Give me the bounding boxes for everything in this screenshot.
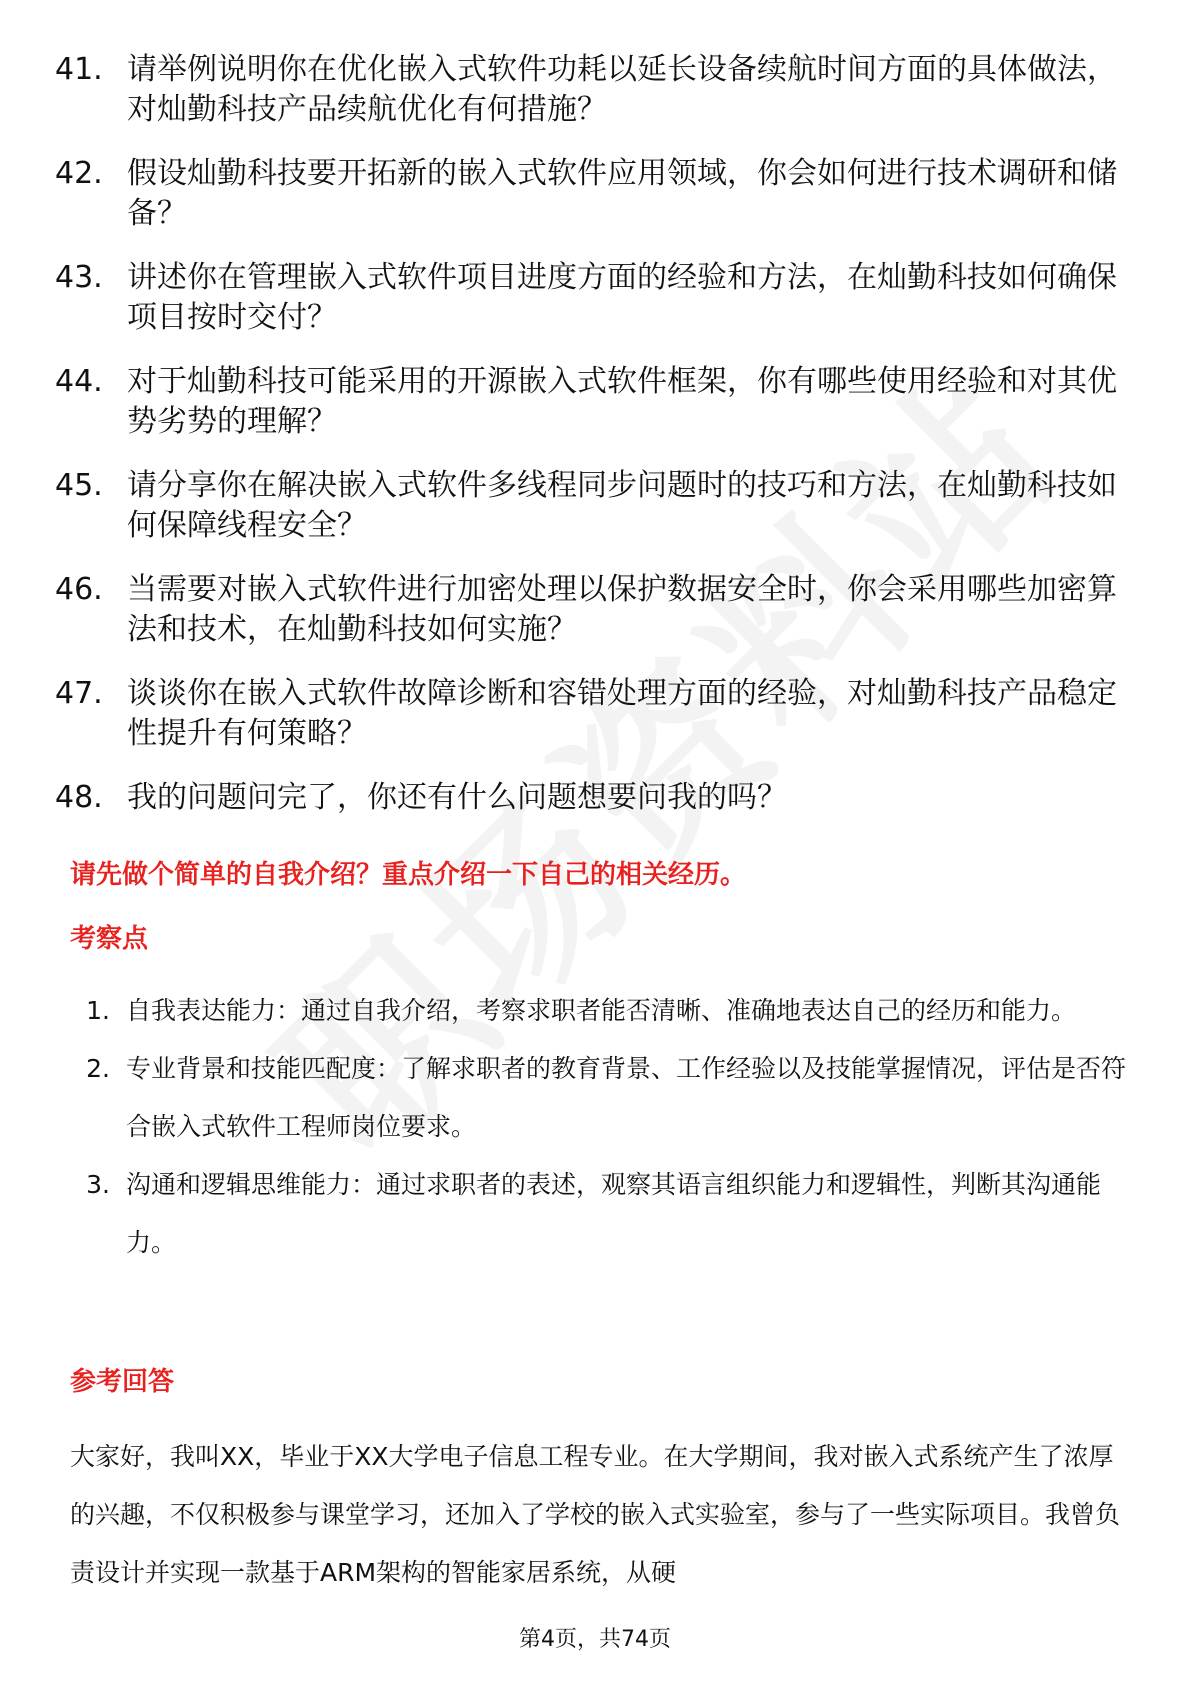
page-footer: 第4页，共74页 (519, 1627, 671, 1652)
question-number: 45. (55, 468, 103, 503)
question-number: 42. (55, 156, 103, 191)
question-number: 46. (55, 572, 103, 607)
question-item (55, 50, 1135, 130)
question-item (55, 570, 1135, 650)
point-number: 1. (86, 996, 110, 1025)
question-text: 请举例说明你在优化嵌入式软件功耗以延长设备续航时间方面的具体做法，对灿勤科技产品续航优化有何措施？ (127, 52, 1117, 127)
point-number: 3. (86, 1170, 110, 1199)
question-text: 对于灿勤科技可能采用的开源嵌入式软件框架，你有哪些使用经验和对其优势劣势的理解？ (127, 364, 1117, 439)
point-text: 沟通和逻辑思维能力：通过求职者的表述，观察其语言组织能力和逻辑性，判断其沟通能力。 (126, 1170, 1102, 1257)
question-text: 假设灿勤科技要开拓新的嵌入式软件应用领域，你会如何进行技术调研和储备？ (127, 156, 1117, 231)
question-number: 41. (55, 52, 103, 87)
question-item (55, 466, 1135, 546)
assessment-points (70, 982, 1130, 1272)
question-number: 44. (55, 364, 103, 399)
question-item (55, 362, 1135, 442)
answer-heading: 参考回答 (70, 1367, 175, 1397)
question-item (55, 778, 1135, 818)
question-number: 48. (55, 780, 103, 815)
question-text: 我的问题问完了，你还有什么问题想要问我的吗？ (127, 780, 787, 815)
point-number: 2. (86, 1054, 110, 1083)
question-number: 43. (55, 260, 103, 295)
point-item (70, 1156, 1130, 1272)
question-list (55, 50, 1135, 842)
question-item (55, 258, 1135, 338)
question-item (55, 154, 1135, 234)
point-item (70, 982, 1130, 1040)
answer-paragraph: 大家好，我叫XX，毕业于XX大学电子信息工程专业。在大学期间，我对嵌入式系统产生了浓厚的兴趣，不仅积极参与课堂学习，还加入了学校的嵌入式实验室，参与了一些实际项目。我曾负责设计并实现一款基于ARM架构的智能家居系统，从硬 (70, 1442, 1121, 1587)
question-number: 47. (55, 676, 103, 711)
point-text: 自我表达能力：通过自我介绍，考察求职者能否清晰、准确地表达自己的经历和能力。 (126, 996, 1077, 1025)
question-text: 谈谈你在嵌入式软件故障诊断和容错处理方面的经验，对灿勤科技产品稳定性提升有何策略？ (127, 676, 1117, 751)
question-text: 请分享你在解决嵌入式软件多线程同步问题时的技巧和方法，在灿勤科技如何保障线程安全？ (127, 468, 1117, 543)
highlight-question: 请先做个简单的自我介绍？重点介绍一下自己的相关经历。 (70, 860, 747, 890)
question-text: 当需要对嵌入式软件进行加密处理以保护数据安全时，你会采用哪些加密算法和技术，在灿勤科技如何实施？ (127, 572, 1117, 647)
point-item (70, 1040, 1130, 1156)
question-item (55, 674, 1135, 754)
points-heading: 考察点 (70, 924, 149, 954)
point-text: 专业背景和技能匹配度：了解求职者的教育背景、工作经验以及技能掌握情况，评估是否符合嵌入式软件工程师岗位要求。 (126, 1054, 1127, 1141)
question-text: 讲述你在管理嵌入式软件项目进度方面的经验和方法，在灿勤科技如何确保项目按时交付？ (127, 260, 1117, 335)
